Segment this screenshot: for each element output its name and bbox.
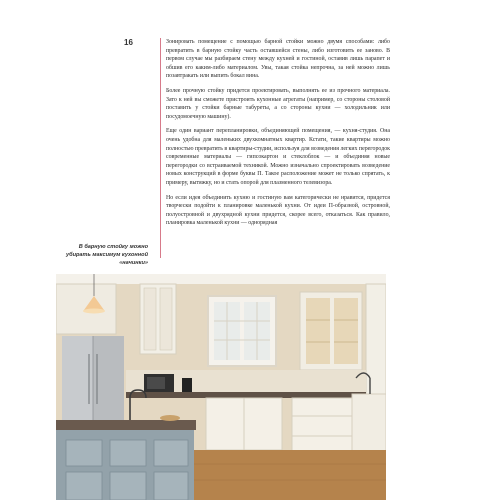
- page-number: 16: [124, 38, 133, 47]
- paragraph-1: Зонировать помещение с помощью барной стойки можно двумя способами: либо превратить в барную стойку часть оставшейся стены, либо изготовить ее заново. В первом случае мы разбираем стену между кухней и гостиной, оставив лишь парапет и обшив его каким-либо материалом. Увы, такая стойка непрочна, за ней можно лишь позавтракать или выпить бокал вина.: [166, 39, 390, 80]
- margin-rule: [160, 38, 161, 258]
- paragraph-4: Но если идея объединить кухню и гостиную вам категорически не нравится, придется творчески подойти к планировке маленькой кухни. От идеи П-образной, островной, полуостровной и двухрядной кухни придется, скорее всего, отказаться. Как правило, планировка маленькой кухни — однорядная: [166, 194, 390, 227]
- paragraph-2: Более прочную стойку придется проектировать, выполнять ее из прочного материала. Зато к ней вы сможете пристроить кухонные агрегаты (например, со стороны столовой поставить у стойки барные табуреты, а со стороны кухни — холодильник или посудомоечную машину).: [166, 87, 390, 120]
- paragraph-3: Еще один вариант перепланировки, объединяющей помещения, — кухня-студия. Она очень удобна для маленьких двухкомнатных квартир. Кстати, такие квартиры можно полностью превратить в квартиры-студии, используя для возведения легких перегородок современные материалы — гипсокартон и стеклоблок — и объединяя новые перегородки со встраиваемой техникой. Можно изначально спроектировать возведение новых конструкций в форме буквы П. Такое расположение может не только спрятать, к примеру, вытяжку, но и стать опорой для плазменного телевизора.: [166, 128, 390, 186]
- kitchen-illustration: [56, 274, 386, 500]
- photo-caption: В барную стойку можно убирать максимум кухонной «начинки»: [65, 244, 148, 266]
- body-text: [166, 38, 390, 234]
- kitchen-photo: [56, 274, 386, 500]
